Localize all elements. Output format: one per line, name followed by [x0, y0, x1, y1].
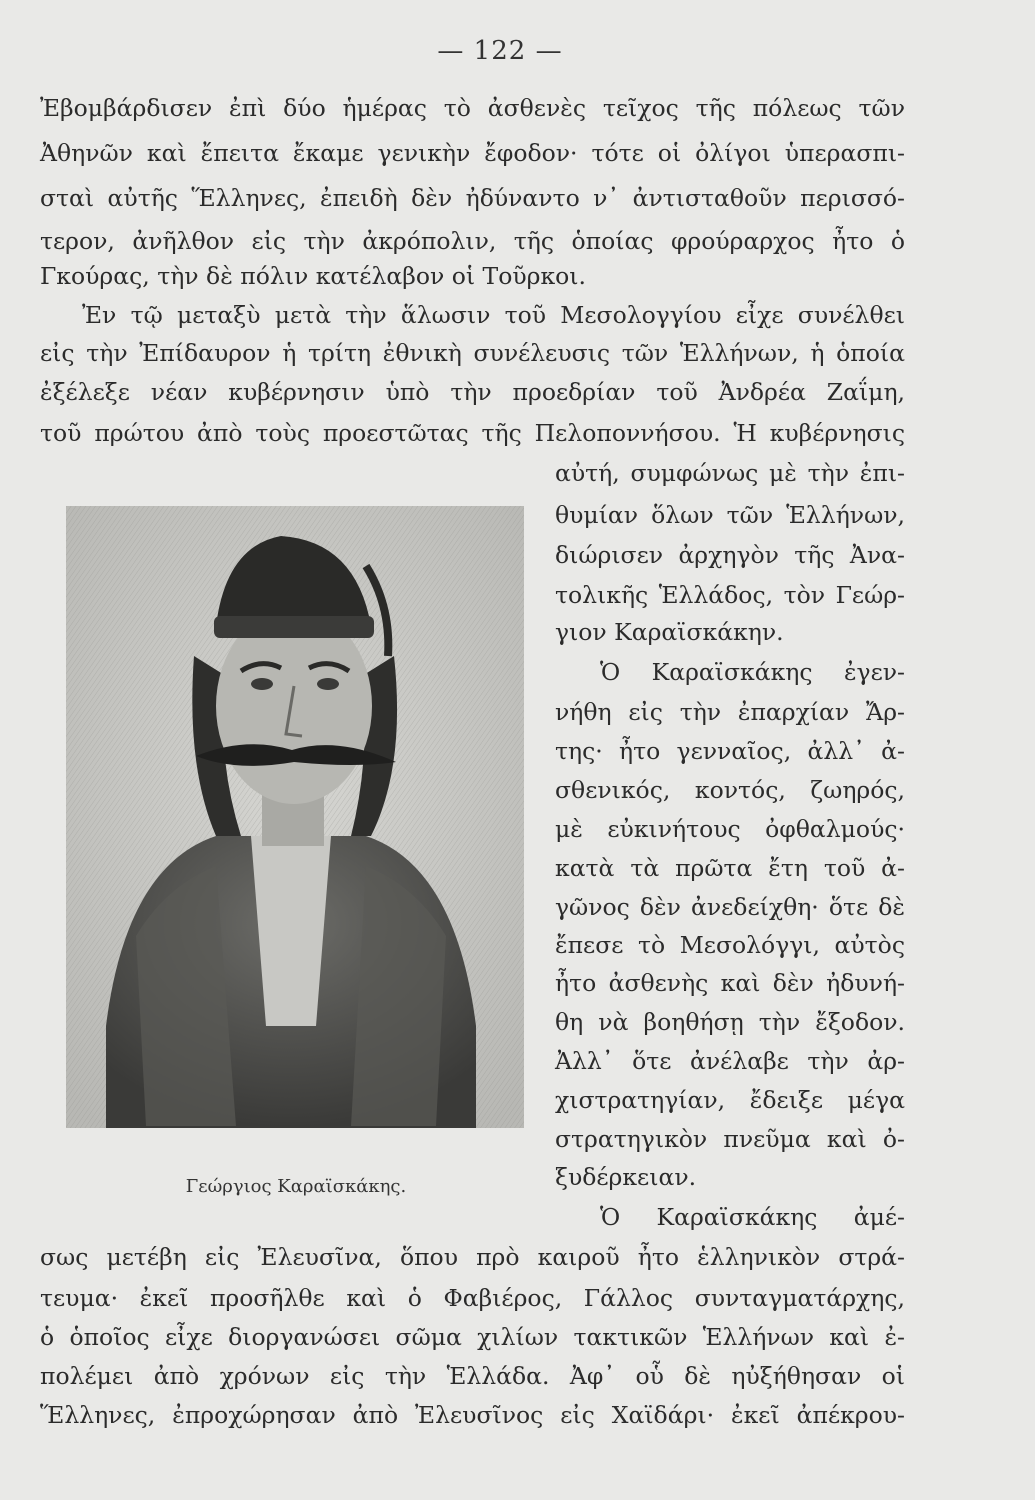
text-line: σταὶ αὐτῆς Ἕλληνες, ἐπειδὴ δὲν ἠδύναντο ν᾽ ἀντισταθοῦν περισσό- [40, 184, 905, 212]
figure-caption: Γεώργιος Καραϊσκάκης. [185, 1176, 407, 1197]
text-line: τοῦ πρώτου ἀπὸ τοὺς προεστῶτας τῆς Πελοποννήσου. Ἡ κυβέρνησις [40, 419, 905, 447]
text-line: νήθη εἰς τὴν ἐπαρχίαν Ἄρ- [555, 698, 905, 726]
text-line: τολικῆς Ἑλλάδος, τὸν Γεώρ- [555, 581, 905, 609]
text-line: διώρισεν ἀρχηγὸν τῆς Ἀνα- [555, 541, 905, 569]
text-line: ἔπεσε τὸ Μεσολόγγι, αὐτὸς [555, 931, 905, 959]
text-line: κατὰ τὰ πρῶτα ἔτη τοῦ ἀ- [555, 854, 905, 882]
text-line: της· ἦτο γενναῖος, ἀλλ᾽ ἀ- [555, 737, 905, 765]
text-line: θυμίαν ὅλων τῶν Ἑλλήνων, [555, 501, 905, 529]
text-line: σθενικός, κοντός, ζωηρός, [555, 776, 905, 804]
text-line: τευμα· ἐκεῖ προσῆλθε καὶ ὁ Φαβιέρος, Γάλλος συνταγματάρχης, [40, 1284, 905, 1312]
text-line: αὐτή, συμφώνως μὲ τὴν ἐπι- [555, 459, 905, 487]
text-line: Ὁ Καραϊσκάκης ἐγεν- [600, 658, 905, 686]
text-line: χιστρατηγίαν, ἔδειξε μέγα [555, 1086, 905, 1114]
text-line: ἦτο ἀσθενὴς καὶ δὲν ἠδυνή- [555, 969, 905, 997]
text-line: μὲ εὐκινήτους ὀφθαλμούς· [555, 815, 905, 843]
text-line: Ἀθηνῶν καὶ ἔπειτα ἔκαμε γενικὴν ἔφοδον· τότε οἱ ὀλίγοι ὑπερασπι- [40, 139, 905, 167]
text-line: Γκούρας, τὴν δὲ πόλιν κατέλαβον οἱ Τοῦρκοι. [40, 262, 586, 290]
text-line: ὁ ὁποῖος εἶχε διοργανώσει σῶμα χιλίων τακτικῶν Ἑλλήνων καὶ ἐ- [40, 1323, 905, 1351]
text-line: ἐξέλεξε νέαν κυβέρνησιν ὑπὸ τὴν προεδρίαν τοῦ Ἀνδρέα Ζαΐμη, [40, 378, 905, 406]
page-number: — 122 — [437, 36, 563, 66]
text-line: Ἐβομβάρδισεν ἐπὶ δύο ἡμέρας τὸ ἀσθενὲς τεῖχος τῆς πόλεως τῶν [40, 94, 905, 122]
text-line: Ἀλλ᾽ ὅτε ἀνέλαβε τὴν ἀρ- [555, 1047, 905, 1075]
text-line: Ἕλληνες, ἐπροχώρησαν ἀπὸ Ἐλευσῖνος εἰς Χαϊδάρι· ἐκεῖ ἀπέκρου- [40, 1401, 905, 1429]
text-line: σως μετέβη εἰς Ἐλευσῖνα, ὅπου πρὸ καιροῦ ἦτο ἑλληνικὸν στρά- [40, 1243, 905, 1271]
portrait-engraving [66, 506, 524, 1128]
text-line: γῶνος δὲν ἀνεδείχθη· ὅτε δὲ [555, 893, 905, 921]
text-line: πολέμει ἀπὸ χρόνων εἰς τὴν Ἑλλάδα. Ἀφ᾽ οὗ δὲ ηὐξήθησαν οἱ [40, 1362, 905, 1390]
text-line: στρατηγικὸν πνεῦμα καὶ ὀ- [555, 1125, 905, 1153]
text-line: θη νὰ βοηθήσῃ τὴν ἔξοδον. [555, 1008, 905, 1036]
text-line: τερον, ἀνῆλθον εἰς τὴν ἀκρόπολιν, τῆς ὁποίας φρούραρχος ἦτο ὁ [40, 227, 905, 255]
text-line: γιον Καραϊσκάκην. [555, 618, 784, 646]
text-line: Ὁ Καραϊσκάκης ἀμέ- [600, 1203, 905, 1231]
text-line: Ἐν τῷ μεταξὺ μετὰ τὴν ἅλωσιν τοῦ Μεσολογγίου εἶχε συνέλθει [82, 301, 905, 329]
text-line: εἰς τὴν Ἐπίδαυρον ἡ τρίτη ἐθνικὴ συνέλευσις τῶν Ἑλλήνων, ἡ ὁποία [40, 339, 905, 367]
portrait-figure [66, 506, 524, 1128]
text-line: ξυδέρκειαν. [555, 1163, 697, 1191]
